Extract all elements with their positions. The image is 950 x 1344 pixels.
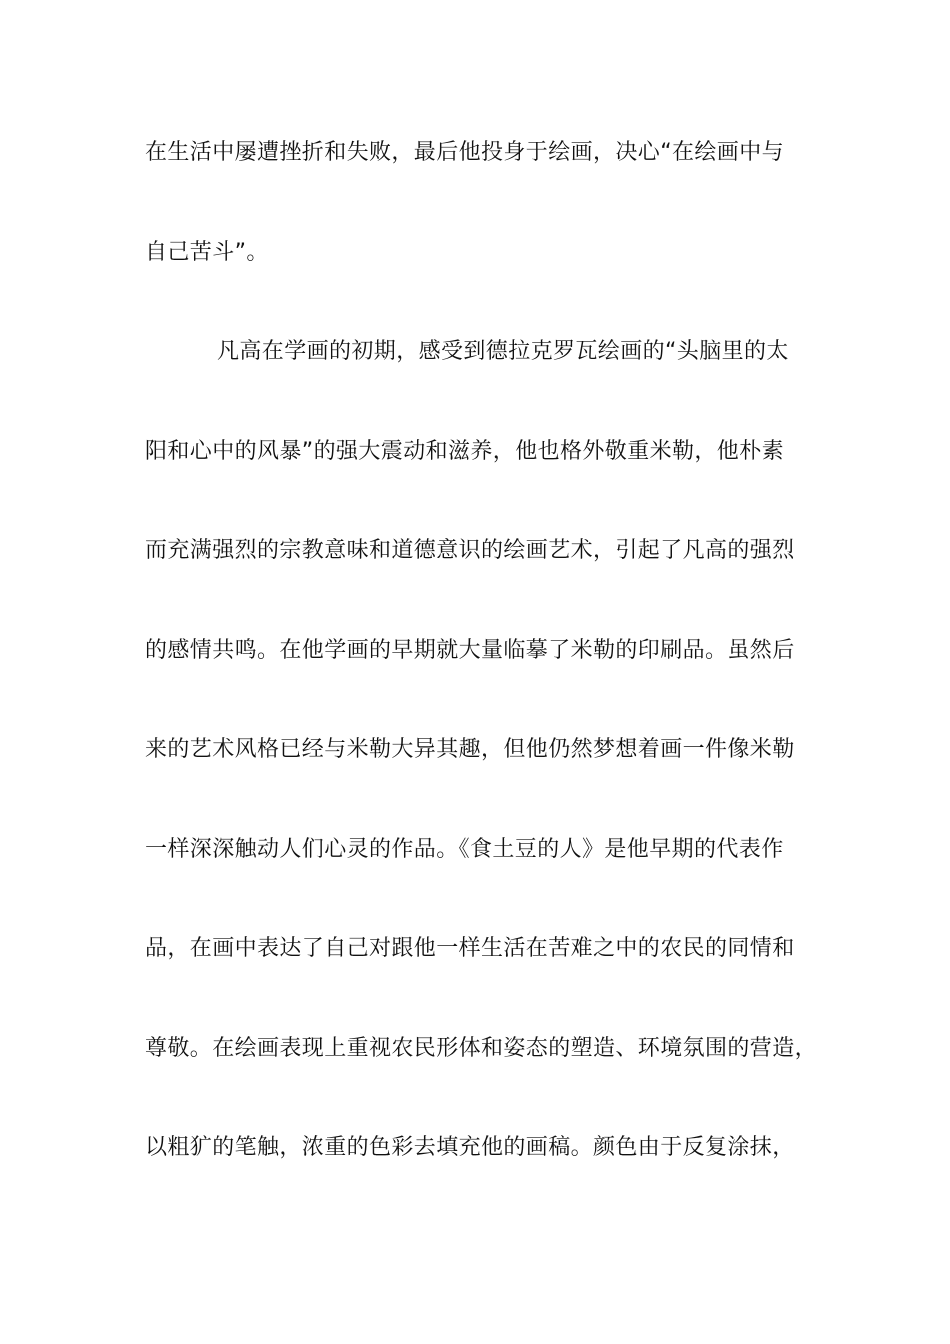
body-text [145,130,825,1225]
text-line: 自己苦斗”。 [145,239,269,265]
text-line: 品，在画中表达了自己对跟他一样生活在苦难之中的农民的同情和 [145,936,795,961]
text-line: 在生活中屡遭挫折和失败，最后他投身于绘画，决心“在绘画中与 [145,140,784,165]
text-line: 的感情共鸣。在他学画的早期就大量临摹了米勒的印刷品。虽然后 [145,637,795,663]
text-line: 尊敬。在绘画表现上重视农民形体和姿态的塑造、环境氛围的营造， [145,1035,818,1061]
text-line: 来的艺术风格已经与米勒大异其趣，但他仍然梦想着画一件像米勒 [145,737,795,762]
text-line: 以粗犷的笔触，浓重的色彩去填充他的画稿。颜色由于反复涂抹， [145,1135,795,1160]
text-line: 而充满强烈的宗教意味和道德意识的绘画艺术，引起了凡高的强烈 [145,538,795,563]
text-line: 阳和心中的风暴”的强大震动和滋养，他也格外敬重米勒，他朴素 [145,438,784,464]
paragraph-start-line: 凡高在学画的初期，感受到德拉克罗瓦绘画的“头脑里的太 [217,339,789,364]
text-line: 一样深深触动人们心灵的作品。《食土豆的人》是他早期的代表作 [145,836,784,862]
